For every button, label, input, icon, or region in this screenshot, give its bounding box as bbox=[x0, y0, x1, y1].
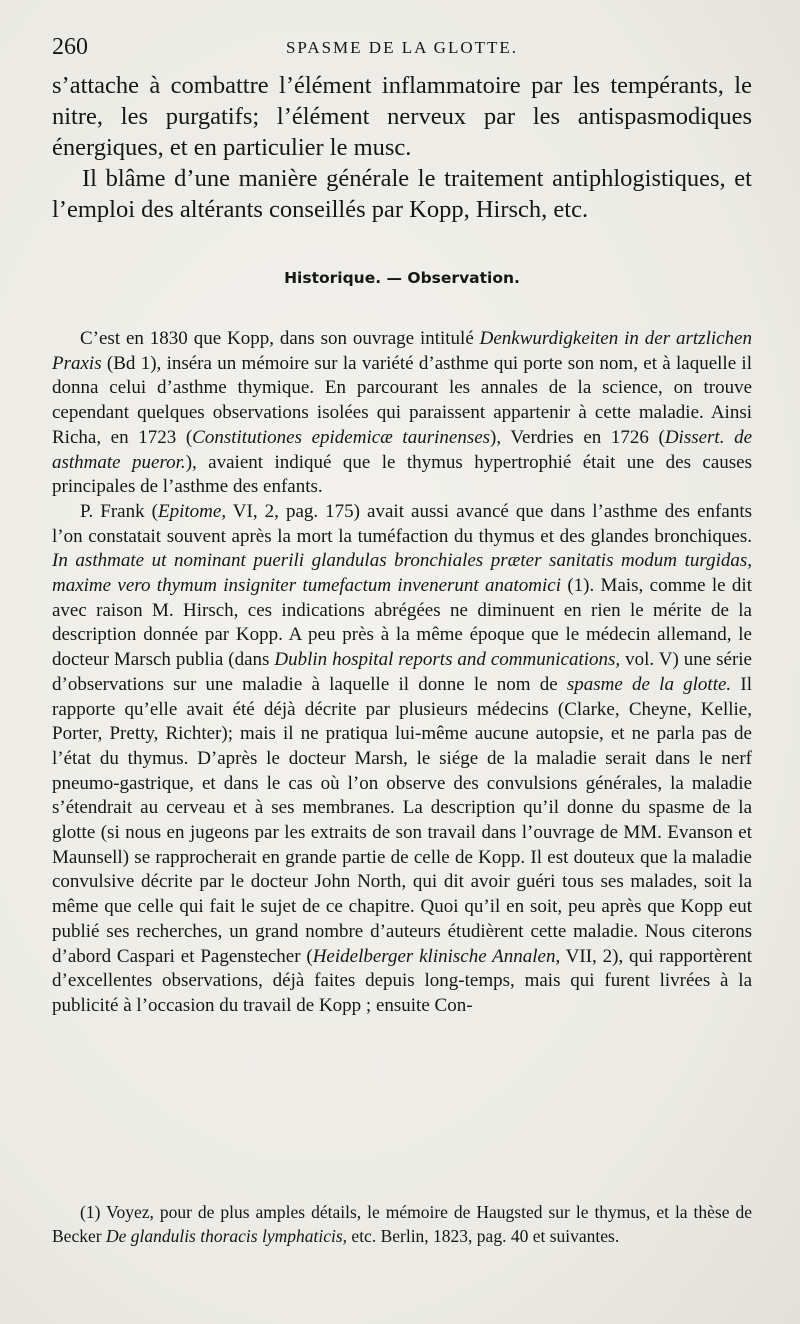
text-run: P. Frank ( bbox=[80, 500, 158, 522]
text-run: ), avaient indiqué que le thymus hypertrophié était une des causes principales de l’asthme des enfants. bbox=[52, 451, 752, 498]
italic-title: Epitome bbox=[157, 500, 222, 522]
running-title: SPASME DE LA GLOTTE. bbox=[285, 38, 519, 57]
text-run: (Bd 1), inséra un mémoire sur la variété d’asthme qui porte son nom, et à laquelle il donna celui d’asthme thymique. En parcourant les annales de la science, on trouve cependant quelques observations isolées qui paraissent appartenir à cette maladie. Ainsi Richa, en 1723 ( bbox=[52, 352, 752, 448]
body-text bbox=[52, 327, 752, 1019]
italic-title: Dissert. de asthmate pueror. bbox=[52, 426, 753, 473]
text-run: VII, 2), qui rapportèrent d’excellentes observations, déjà faites depuis long-temps, mais qui furent livrées à la publicité à l’occasion du travail de Kopp ; ensuite Con- bbox=[52, 945, 752, 1016]
body-paragraph-2 bbox=[52, 500, 752, 1019]
italic-quote: In asthmate ut nominant puerili glandulas bronchiales præter sanitatis modum turgidas, maxime vero thymum insigniter tumefactum invenerunt anatomici bbox=[52, 550, 752, 597]
italic-title: Dublin hospital reports and communications, bbox=[274, 649, 621, 671]
lead-paragraph-1: s’attache à combattre l’élément inflammatoire par les tempérants, le nitre, les purgatifs; l’élément nerveux par les antispasmodiques énergiques, et en particulier le musc. bbox=[52, 72, 752, 161]
section-heading: Historique. — Observation. bbox=[284, 269, 520, 287]
lead-text bbox=[52, 70, 752, 225]
italic-title: Heidelberger klinische Annalen, bbox=[312, 945, 561, 967]
italic-title: Constitutiones epidemicæ taurinenses bbox=[192, 426, 491, 448]
text-run: Il rapporte qu’elle avait été déjà décrite par plusieurs médecins (Clarke, Cheyne, Kellie, Porter, Pretty, Richter); mais il ne pratiqua lui-même aucune autopsie, et ne parla pas de l’état du thymus. D’après le docteur Marsh, le siége de la maladie serait dans le nerf pneumo-gastrique, et dans le cas où l’on observe des convulsions générales, la maladie s’étendrait au cerveau et à ses membranes. La description qu’il donne du spasme de la glotte (si nous en jugeons par les extraits de son travail dans l’ouvrage de MM. Evanson et Maunsell) se rapprocherait en grande partie de celle de Kopp. Il est douteux que la maladie convulsive décrite par le docteur John North, qui dit avoir guéri tous ses malades, soit la même que celle qui fait le sujet de ce chapitre. Quoi qu’il en soit, peu après que Kopp eut publié ses recherches, un grand nombre d’auteurs étudièrent cette maladie. Nous citerons d’abord Caspari et Pagenstecher ( bbox=[52, 673, 752, 967]
italic-term: spasme de la glotte. bbox=[566, 673, 732, 695]
footnote bbox=[52, 1200, 752, 1248]
text-run: (1) Voyez, pour de plus amples détails, le mémoire de Haugsted sur le thymus, et la thèse de Becker bbox=[52, 1202, 752, 1246]
text-run: vol. V) une série d’observations sur une maladie à laquelle il donne le nom de bbox=[52, 649, 752, 695]
page-header bbox=[52, 30, 752, 70]
italic-title: De glandulis thoracis lymphaticis, bbox=[105, 1226, 348, 1246]
text-run: ), Verdries en 1726 ( bbox=[490, 426, 665, 448]
text-run: (1). Mais, comme le dit avec raison M. Hirsch, ces indications abrégées ne diminuent en rien le mérite de la description donnée par Kopp. A peu près à la même époque que le médecin allemand, le docteur Marsch publia (dans bbox=[52, 575, 752, 671]
page-number: 260 bbox=[52, 34, 88, 60]
body-paragraph-1 bbox=[52, 327, 752, 500]
text-run: , VI, 2, pag. 175) avait aussi avancé que dans l’asthme des enfants l’on constatait souvent après la mort la tuméfaction du thymus et des glandes bronchiques. bbox=[52, 500, 752, 547]
text-run: etc. Berlin, 1823, pag. 40 et suivantes. bbox=[347, 1226, 620, 1246]
lead-paragraph-2: Il blâme d’une manière générale le traitement antiphlogistiques, et l’emploi des altérants conseillés par Kopp, Hirsch, etc. bbox=[52, 165, 752, 223]
italic-title: Denkwurdigkeiten in der artzlichen Praxis bbox=[52, 328, 752, 374]
text-run: C’est en 1830 que Kopp, dans son ouvrage intitulé bbox=[80, 328, 480, 349]
